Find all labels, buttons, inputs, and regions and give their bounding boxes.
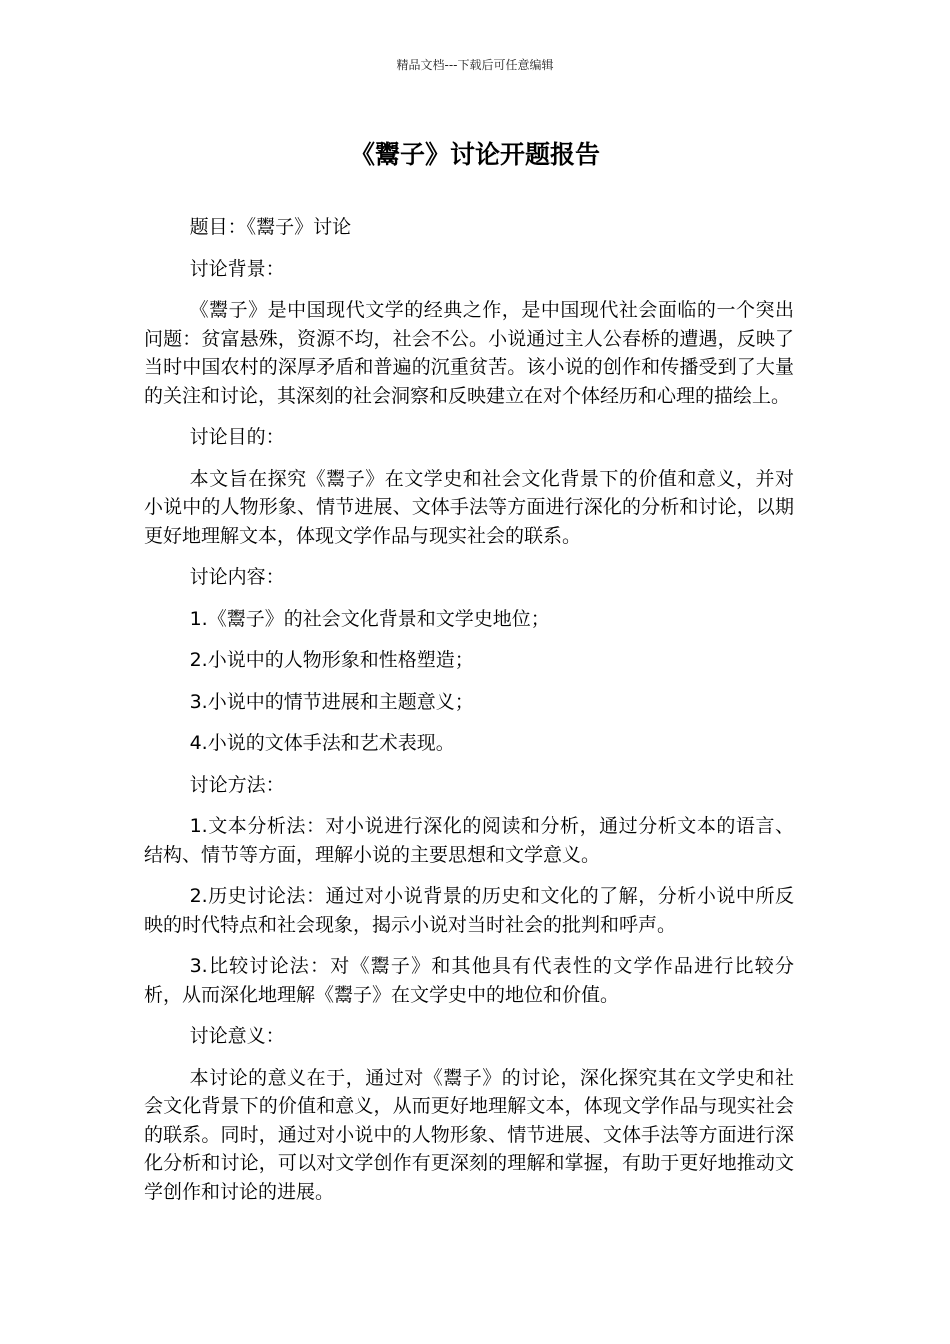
purpose-heading: 讨论目的：: [189, 426, 285, 448]
method-item-1: 1.文本分析法：对小说进行深化的阅读和分析，通过分析文本的语言、结构、情节等方面，理解小说的主要思想和文学意义。: [144, 815, 794, 866]
significance-heading: 讨论意义：: [189, 1025, 285, 1047]
significance-paragraph: 本讨论的意义在于，通过对《鬻子》的讨论，深化探究其在文学史和社会文化背景下的价值和意义，从而更好地理解文本，体现文学作品与现实社会的联系。同时，通过对小说中的人物形象、情节进展、文体手法等方面进行深化分析和讨论，可以对文学创作有更深刻的理解和掌握，有助于更好地推动文学创作和讨论的进展。: [144, 1066, 794, 1203]
topic-line: 题目：《鬻子》讨论: [189, 216, 352, 238]
content-item-2: 2.小说中的人物形象和性格塑造；: [189, 649, 474, 671]
method-item-2: 2.历史讨论法：通过对小说背景的历史和文化的了解，分析小说中所反映的时代特点和社会现象，揭示小说对当时社会的批判和呼声。: [144, 885, 794, 936]
content-heading: 讨论内容：: [189, 566, 285, 588]
content-item-3: 3.小说中的情节进展和主题意义；: [189, 690, 474, 713]
content-item-4: 4.小说的文体手法和艺术表现。: [189, 732, 455, 754]
background-paragraph: 《鬻子》是中国现代文学的经典之作，是中国现代社会面临的一个突出问题：贫富悬殊，资源不均，社会不公。小说通过主人公春桥的遭遇，反映了当时中国农村的深厚矛盾和普遍的沉重贫苦。该小说的创作和传播受到了大量的关注和讨论，其深刻的社会洞察和反映建立在对个体经历和心理的描绘上。: [144, 299, 794, 407]
method-item-3: 3.比较讨论法：对《鬻子》和其他具有代表性的文学作品进行比较分析，从而深化地理解《鬻子》在文学史中的地位和价值。: [144, 955, 794, 1006]
background-heading: 讨论背景：: [189, 257, 285, 280]
document-title: 《鬻子》讨论开题报告: [349, 140, 600, 169]
content-item-1: 1.《鬻子》的社会文化背景和文学史地位；: [189, 607, 550, 630]
purpose-paragraph: 本文旨在探究《鬻子》在文学史和社会文化背景下的价值和意义，并对小说中的人物形象、情节进展、文体手法等方面进行深化的分析和讨论，以期更好地理解文本，体现文学作品与现实社会的联系。: [144, 467, 794, 547]
document-body: [144, 213, 794, 1219]
page-header: 精品文档---下载后可任意编辑: [396, 58, 554, 72]
method-heading: 讨论方法：: [189, 773, 285, 796]
